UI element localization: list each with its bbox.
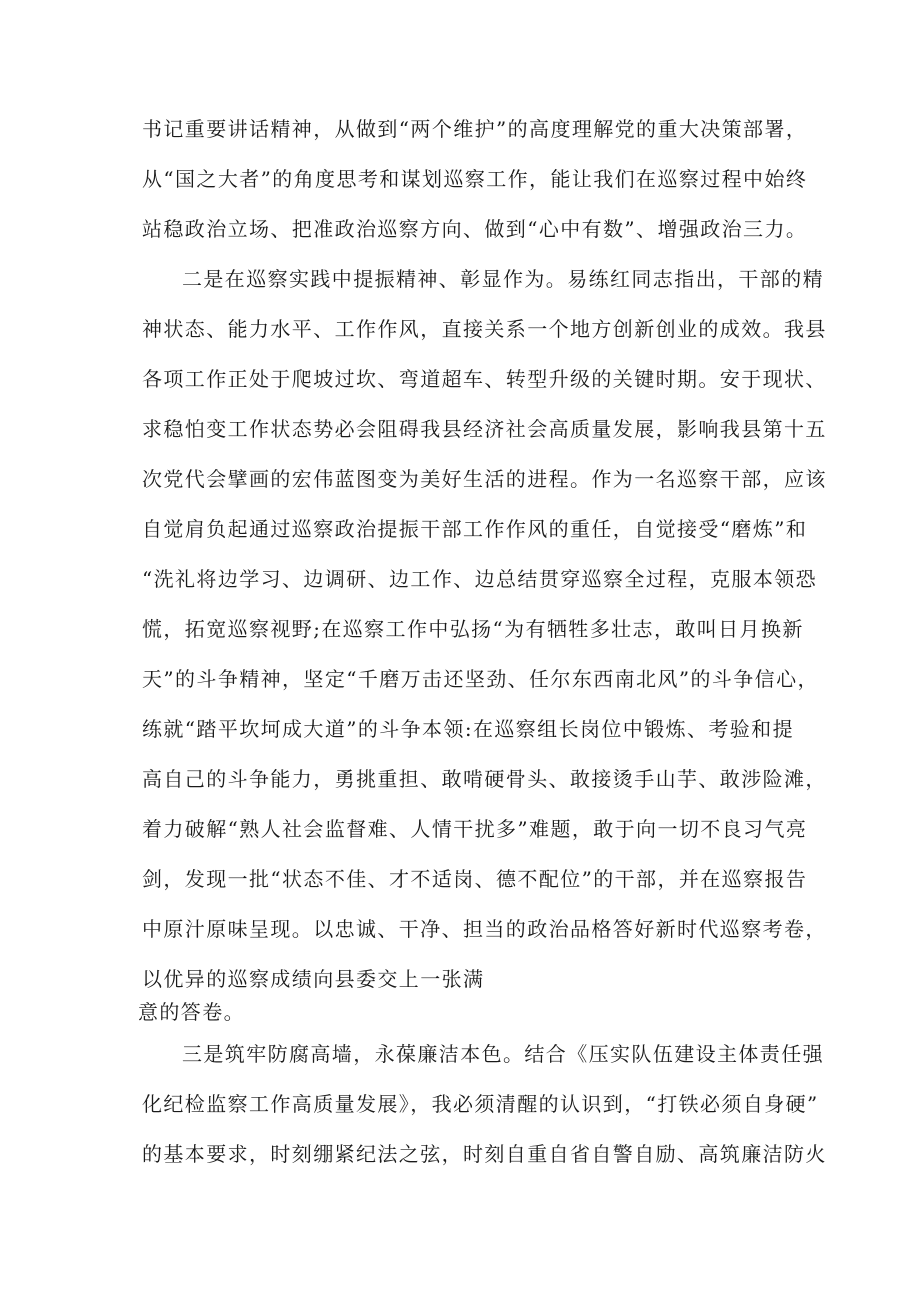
text-line: 剑，发现一批“状态不佳、才不适岗、德不配位”的干部，并在巡察报告	[142, 867, 808, 891]
text-line: 神状态、能力水平、工作作风，直接关系一个地方创新创业的成效。我县	[142, 317, 827, 341]
text-line: 自觉肩负起通过巡察政治提振干部工作作风的重任，自觉接受“磨炼”和	[142, 517, 808, 541]
text-line: 从“国之大者”的角度思考和谋划巡察工作，能让我们在巡察过程中始终	[142, 167, 808, 191]
text-line: 中原汁原味呈现。以忠诚、干净、担当的政治品格答好新时代巡察考卷，	[142, 917, 827, 941]
text-line: 次党代会擘画的宏伟蓝图变为美好生活的进程。作为一名巡察干部，应该	[142, 467, 827, 491]
text-line: 书记重要讲话精神，从做到“两个维护”的高度理解党的重大决策部署，	[142, 117, 808, 141]
text-line: 慌，拓宽巡察视野;在巡察工作中弘扬“为有牺牲多壮志，敢叫日月换新	[142, 617, 804, 641]
text-line: 站稳政治立场、把准政治巡察方向、做到“心中有数”、增强政治三力。	[142, 217, 808, 241]
text-line: 以优异的巡察成绩向县委交上一张满	[142, 967, 485, 991]
paragraph-start-line: 二是在巡察实践中提振精神、彰显作为。易练红同志指出，干部的精	[182, 267, 824, 291]
text-line: 的基本要求，时刻绷紧纪法之弦，时刻自重自省自警自励、高筑廉洁防火	[142, 1142, 827, 1166]
text-line: 高自己的斗争能力，勇挑重担、敢啃硬骨头、敢接烫手山芋、敢涉险滩，	[142, 767, 827, 791]
text-line: 求稳怕变工作状态势必会阻碍我县经济社会高质量发展，影响我县第十五	[142, 417, 827, 441]
text-line: “洗礼将边学习、边调研、边工作、边总结贯穿巡察全过程，克服本领恐	[142, 567, 818, 591]
text-line: 着力破解“熟人社会监督难、人情干扰多”难题，敢于向一切不良习气亮	[142, 817, 808, 841]
text-line: 意的答卷。	[138, 1000, 245, 1024]
text-line: 练就“踏平坎坷成大道”的斗争本领:在巡察组长岗位中锻炼、考验和提	[142, 717, 794, 741]
text-line: 天”的斗争精神，坚定“千磨万击还坚劲、任尔东西南北风”的斗争信心，	[142, 667, 819, 691]
paragraph-start-line: 三是筑牢防腐高墙，永葆廉洁本色。结合《压实队伍建设主体责任强	[182, 1042, 824, 1066]
text-line: 化纪检监察工作高质量发展》，我必须清醒的认识到，“打铁必须自身硬”	[142, 1092, 819, 1116]
text-line: 各项工作正处于爬坡过坎、弯道超车、转型升级的关键时期。安于现状、	[142, 367, 827, 391]
